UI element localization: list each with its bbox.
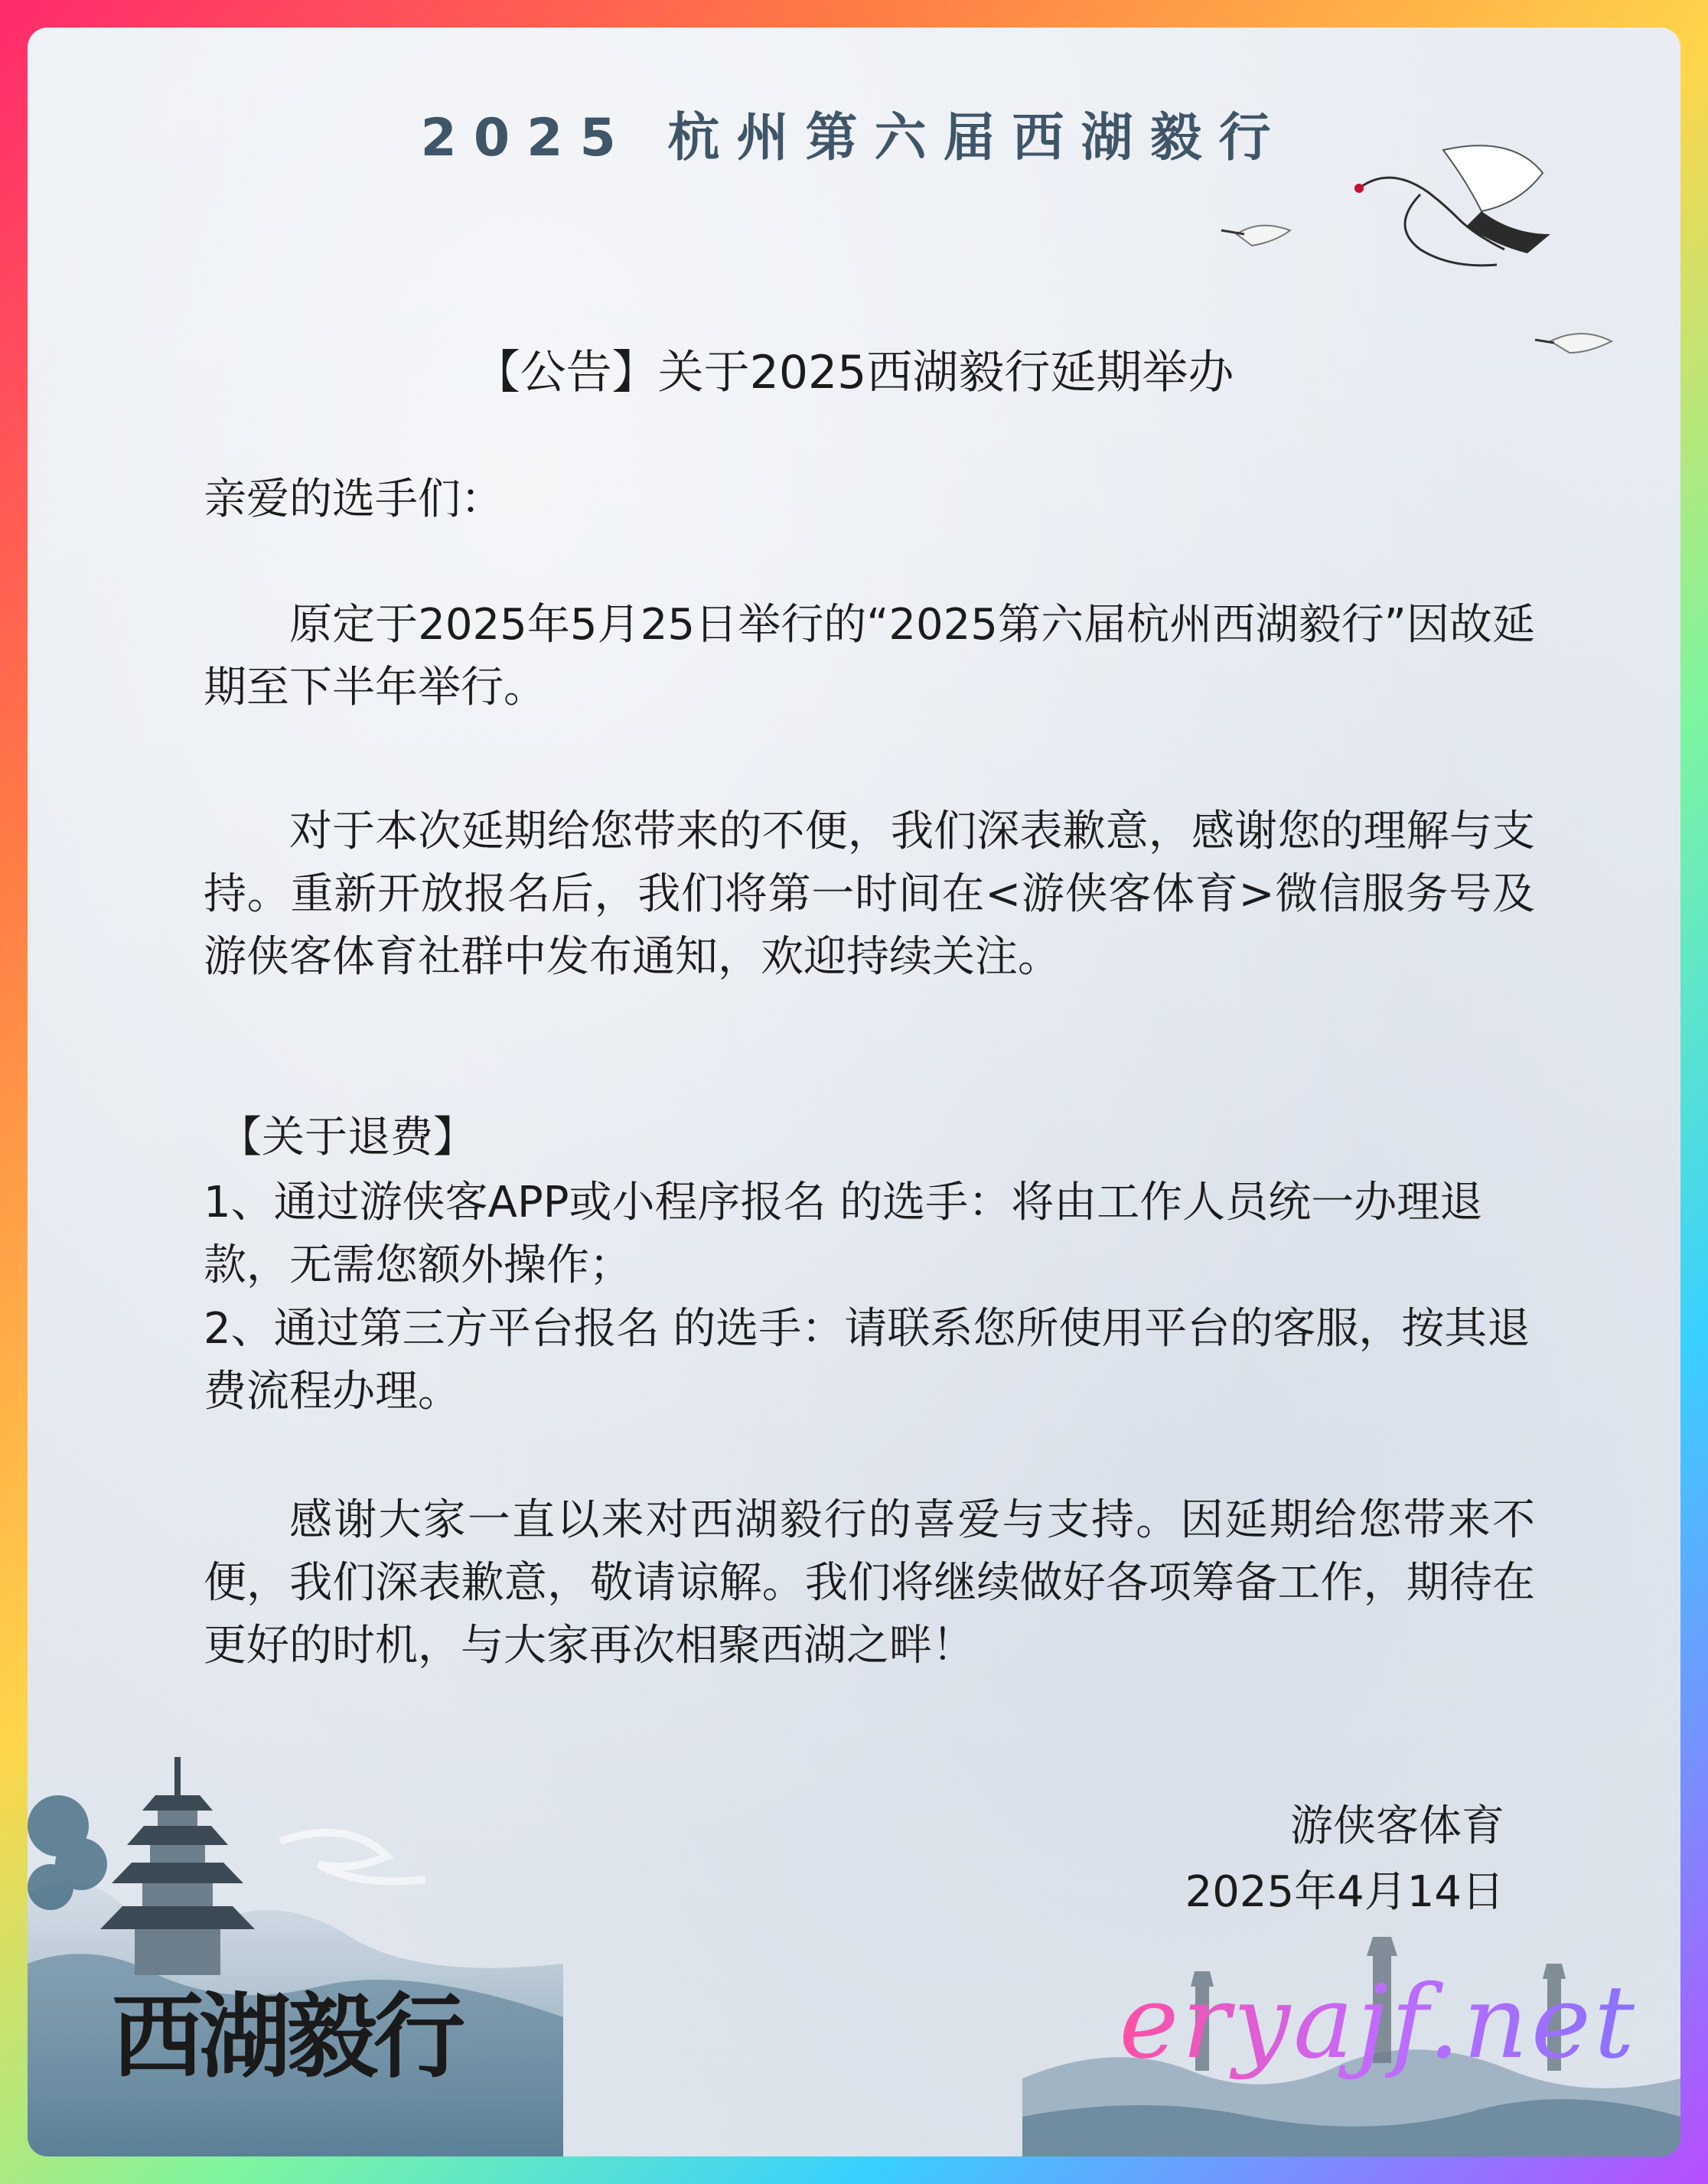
site-watermark: eryajf.net [1119, 1964, 1638, 2081]
xihu-yixing-logo: 西湖毅行 [112, 1983, 461, 2091]
refund-item-app: 1、通过游侠客APP或小程序报名 的选手：将由工作人员统一办理退款，无需您额外操作； [204, 1178, 1483, 1290]
refund-item-third-party: 2、通过第三方平台报名 的选手：请联系您所使用平台的客服，按其退费流程办理。 [204, 1304, 1530, 1416]
paragraph-postponement: 原定于2025年5月25日举行的“2025第六届杭州西湖毅行”因故延期至下半年举行。 [204, 600, 1535, 712]
refund-heading: 【关于退费】 [219, 1113, 476, 1162]
paragraph-apology: 对于本次延期给您带来的不便，我们深表歉意，感谢您的理解与支持。重新开放报名后，我们将第一时间在<游侠客体育>微信服务号及游侠客体育社群中发布通知，欢迎持续关注。 [204, 807, 1535, 982]
paragraph-thanks: 感谢大家一直以来对西湖毅行的喜爱与支持。因延期给您带来不便，我们深表歉意，敬请谅解。我们将继续做好各项筹备工作，期待在更好的时机，与大家再次相聚西湖之畔！ [204, 1495, 1535, 1671]
notice-title: 【公告】关于2025西湖毅行延期举办 [474, 346, 1234, 399]
header-title: 2025 杭州第六届西湖毅行 [420, 108, 1288, 168]
notice-paper [28, 28, 1680, 2156]
signature-organization: 游侠客体育 [1290, 1801, 1504, 1851]
signature-date: 2025年4月14日 [1185, 1867, 1504, 1917]
greeting: 亲爱的选手们： [204, 474, 504, 524]
